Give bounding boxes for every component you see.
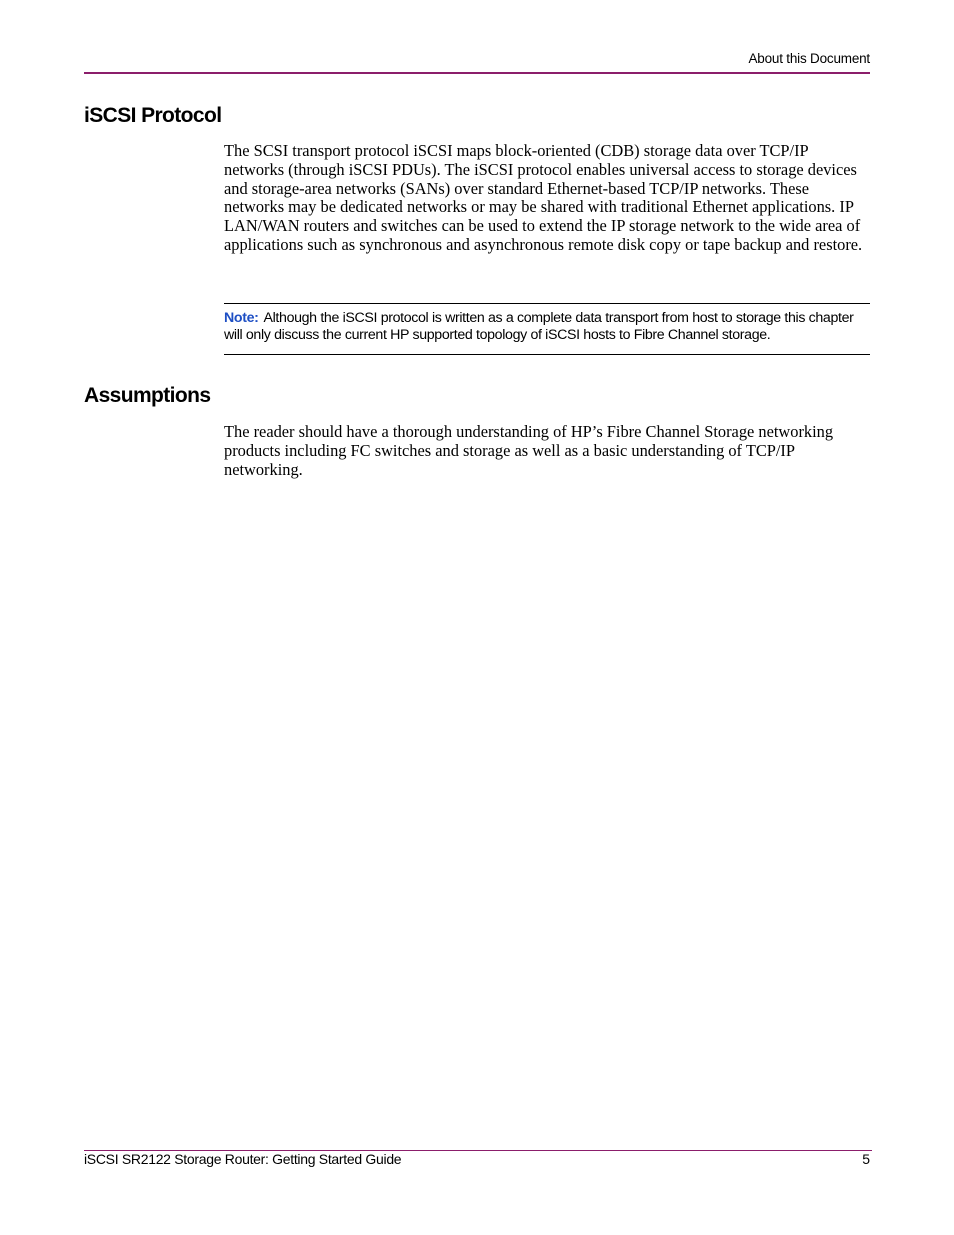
section-heading-iscsi-protocol: iSCSI Protocol [84,104,222,127]
note-label: Note: [224,310,259,326]
section-heading-assumptions: Assumptions [84,384,211,407]
page-number: 5 [862,1151,870,1167]
paragraph-iscsi-protocol: The SCSI transport protocol iSCSI maps block-oriented (CDB) storage data over TCP/IP networks (through iSCSI PDUs). The iSCSI protocol enables universal access to storage devices and storage-area networks (SANs) over standard Ethernet-based TCP/IP networks. These networks may be dedicated networks or may be shared with traditional Ethernet applications. IP LAN/WAN routers and switches can be used to extend the IP storage network to the wide area of applications such as synchronous and asynchronous remote disk copy or tape backup and restore. [224,141,863,254]
note-box [224,303,870,355]
note-text: Although the iSCSI protocol is written as a complete data transport from host to storage this chapter will only discuss the current HP supported topology of iSCSI hosts to Fibre Channel storage. [224,310,854,343]
footer-document-title: iSCSI SR2122 Storage Router: Getting Started Guide [84,1151,402,1167]
note-paragraph [224,310,870,344]
running-header: About this Document [748,51,870,66]
header-rule [84,72,870,74]
paragraph-assumptions: The reader should have a thorough understanding of HP’s Fibre Channel Storage networking products including FC switches and storage as well as a basic understanding of TCP/IP networking. [224,422,834,479]
